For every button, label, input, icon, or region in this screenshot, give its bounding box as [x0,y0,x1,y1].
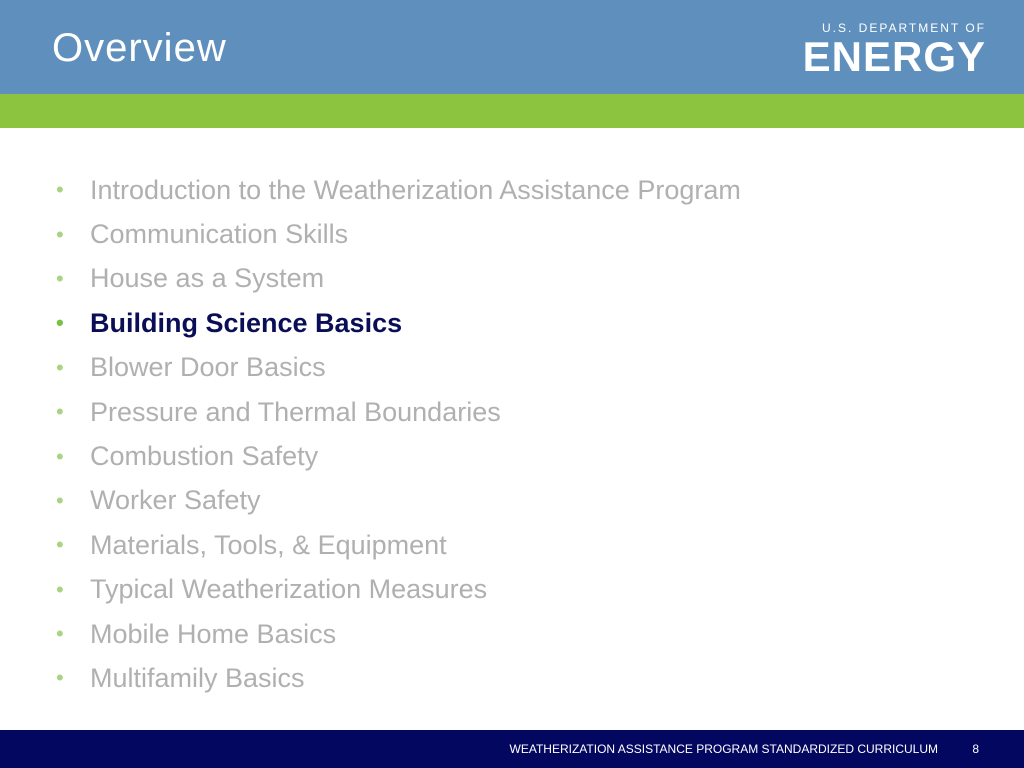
bullet-icon: • [56,621,64,647]
agenda-item-label: Typical Weatherization Measures [90,574,488,605]
agenda-item-label: Communication Skills [90,219,349,250]
agenda-item-label: Building Science Basics [90,307,403,338]
bullet-icon: • [56,310,64,336]
agenda-item-label: Materials, Tools, & Equipment [90,529,447,560]
bullet-icon: • [56,487,64,513]
agenda-item-current [48,301,948,345]
bullet-icon: • [56,221,64,247]
agenda-item-label: House as a System [90,263,325,294]
agenda-item [48,390,948,434]
bullet-icon: • [56,177,64,203]
accent-band [0,94,1024,128]
agenda-item [48,612,948,656]
agenda-item [48,479,948,523]
bullet-icon: • [56,532,64,558]
agenda-item [48,434,948,478]
agenda-item-label: Mobile Home Basics [90,618,337,649]
bullet-icon: • [56,576,64,602]
footer-bar [0,730,1024,768]
logo-department-text: U.S. DEPARTMENT OF [821,21,986,35]
agenda-item [48,257,948,301]
agenda-item-label: Combustion Safety [90,441,319,472]
agenda-item [48,168,948,212]
agenda-item [48,212,948,256]
agenda-item-label: Pressure and Thermal Boundaries [90,396,501,427]
logo-energy-text: ENERGY [802,33,986,80]
agenda-item [48,568,948,612]
footer-curriculum-text: WEATHERIZATION ASSISTANCE PROGRAM STANDARDIZED CURRICULUM [509,742,938,756]
agenda-item [48,346,948,390]
agenda-item [48,656,948,700]
doe-logo [800,20,986,80]
agenda-item-label: Introduction to the Weatherization Assistance Program [90,174,741,205]
bullet-icon: • [56,665,64,691]
agenda-item [48,523,948,567]
agenda-list [48,168,948,701]
slide-title: Overview [52,26,227,70]
bullet-icon: • [56,354,64,380]
agenda-item-label: Blower Door Basics [90,352,326,383]
header-bar [0,0,1024,94]
agenda-item-label: Worker Safety [90,485,261,516]
bullet-icon: • [56,265,64,291]
page-number: 8 [972,742,979,756]
bullet-icon: • [56,399,64,425]
bullet-icon: • [56,443,64,469]
agenda-item-label: Multifamily Basics [90,662,305,693]
